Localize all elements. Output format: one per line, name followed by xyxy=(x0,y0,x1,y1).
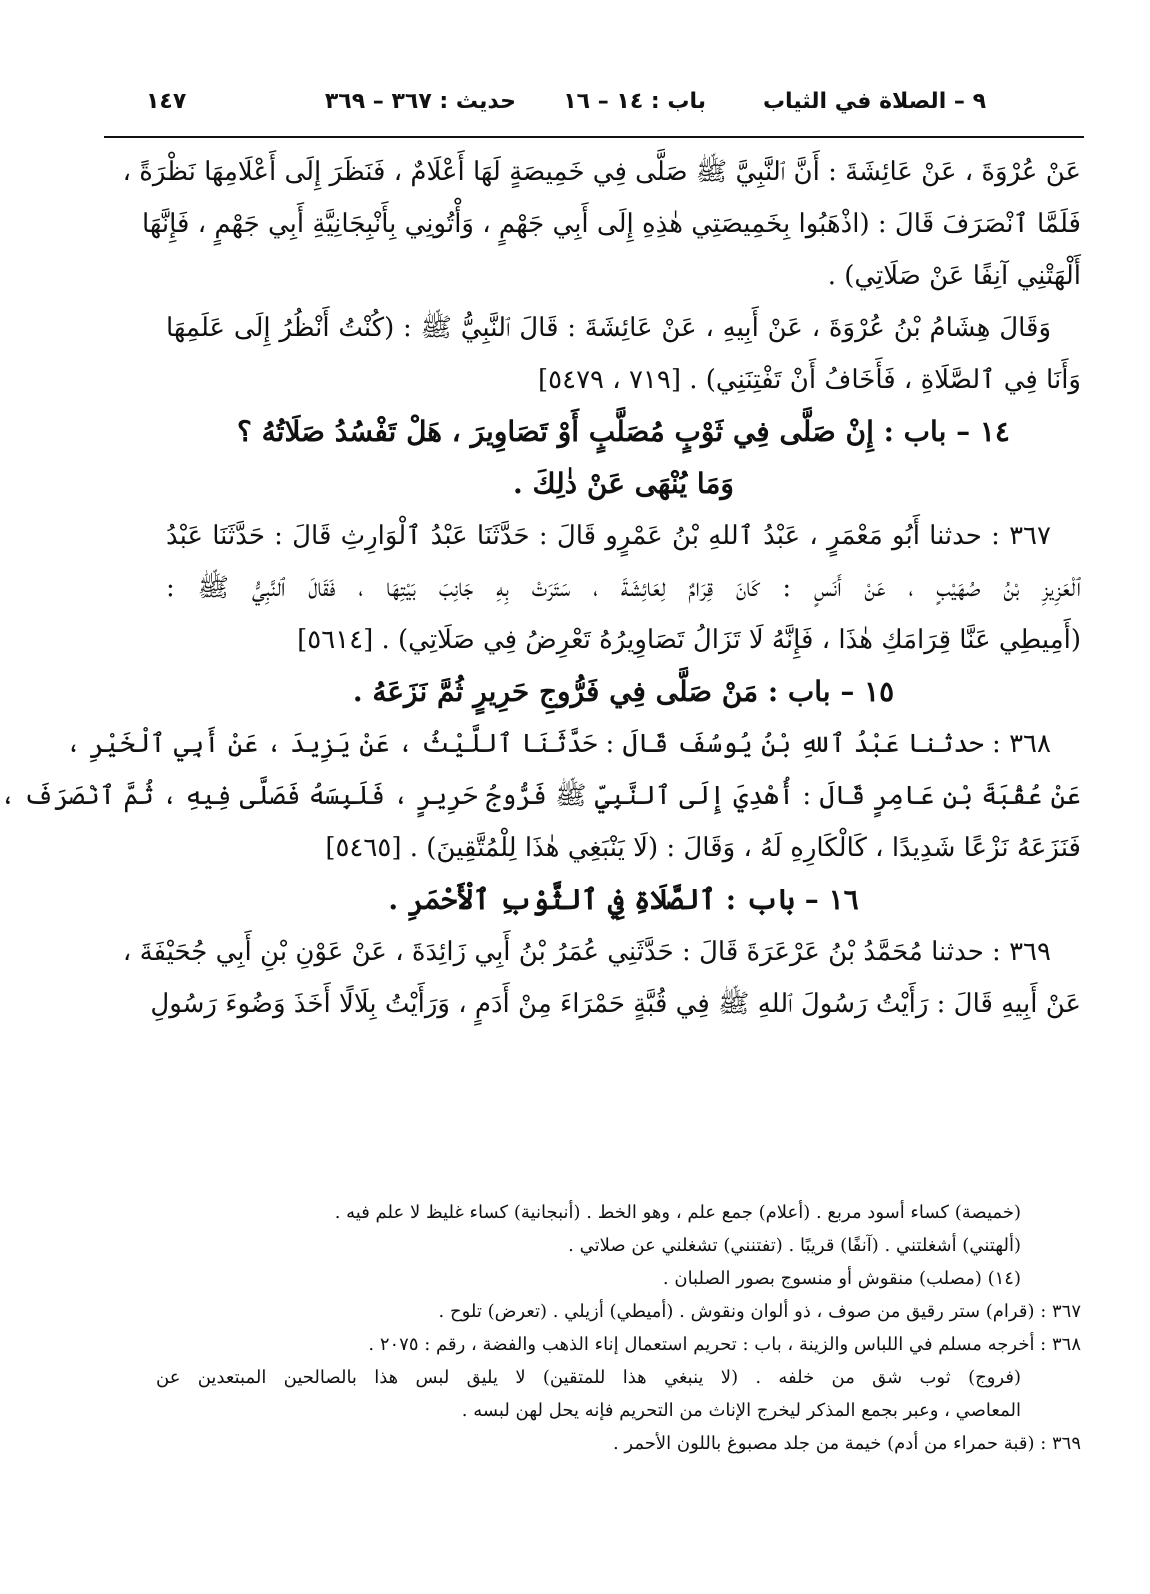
footnote-line: (ألهتني) أشغلتني . (آنفًا) قريبًا . (تفتنني) تشغلني عن صلاتي . xyxy=(568,1235,1021,1256)
footnote-line: ٣٦٨ : أخرجه مسلم في اللباس والزينة ، باب : تحريم استعمال إناء الذهب والفضة ، رقم : ٢٠٧٥ . xyxy=(368,1334,1081,1355)
hadith-369-line: ٣٦٩ : حدثنا مُحَمَّدُ بْنُ عَرْعَرَةَ قَالَ : حَدَّثَنِي عُمَرُ بْنُ أَبِي زَائِدَةَ ، عَنْ عَوْنِ بْنِ أَبِي جُحَيْفَةَ ، xyxy=(122,937,1051,967)
page-number: ١٤٧ xyxy=(146,89,187,114)
text-line: فَلَمَّا ٱنْصَرَفَ قَالَ : (اذْهَبُوا بِخَمِيصَتِي هٰذِهِ إِلَى أَبِي جَهْمٍ ، وَأْتُونِي بِأَنْبِجَانِيَّةِ أَبِي جَهْمٍ ، فَإِنَّهَا xyxy=(141,209,1081,239)
header-rule xyxy=(104,136,1084,138)
hadith-369-line: عَنْ أَبِيهِ قَالَ : رَأَيْتُ رَسُولَ ٱللهِ ﷺ فِي قُبَّةٍ حَمْرَاءَ مِنْ أَدَمٍ ، وَرَأَيْتُ بِلَالًا أَخَذَ وَضُوءَ رَسُولِ xyxy=(150,989,1081,1019)
footnote-line: ٣٦٩ : (قبة حمراء من أدم) خيمة من جلد مصبوغ باللون الأحمر . xyxy=(612,1433,1081,1454)
hadith-368-line: فَنَزَعَهُ نَزْعًا شَدِيدًا ، كَالْكَارِهِ لَهُ ، وَقَالَ : (لَا يَنْبَغِي هٰذَا لِلْمُتَّقِينَ) . [٥٤٦٥] xyxy=(325,833,1081,863)
footnote-line: (١٤) (مصلب) منقوش أو منسوج بصور الصلبان . xyxy=(662,1268,1021,1289)
bab-heading-16: ١٦ – باب : ٱلصَّلَاةِ فِي ٱلثَّوْبِ ٱلْأَحْمَرِ . xyxy=(388,883,859,916)
hadith-367-line: (أَمِيطِي عَنَّا قِرَامَكِ هٰذَا ، فَإِنَّهُ لَا تَزَالُ تَصَاوِيرُهُ تَعْرِضُ فِي صَلَاتِي) . [٥٦١٤] xyxy=(297,625,1081,655)
hadith-368-line: ٣٦٨ : حدثنا عَبْدُ ٱللهِ بْنُ يُوسُفَ قَالَ : حَدَّثَنَا ٱللَّيْثُ ، عَنْ يَزِيدَ ، عَنْ أَبِي ٱلْخَيْرِ ، xyxy=(65,729,1051,759)
footnote-line: ٣٦٧ : (قرام) ستر رقيق من صوف ، ذو ألوان ونقوش . (أميطي) أزيلي . (تعرض) تلوح . xyxy=(438,1301,1081,1322)
bab-heading-14: ١٤ – باب : إِنْ صَلَّى فِي ثَوْبٍ مُصَلَّبٍ أَوْ تَصَاوِيرَ ، هَلْ تَفْسُدُ صَلَاتُهُ ؟ xyxy=(237,415,1010,448)
hadith-367-line: ٱلْعَزِيزِ بْنُ صُهَيْبٍ ، عَنْ أَنَسٍ : كَانَ قِرَامٌ لِعَائِشَةَ ، سَتَرَتْ بِهِ جَانِبَ بَيْتِهَا ، فَقَالَ ٱلنَّبِيُّ ﷺ : xyxy=(166,573,1081,603)
bab-heading-15: ١٥ – باب : مَنْ صَلَّى فِي فَرُّوجِ حَرِيرٍ ثُمَّ نَزَعَهُ . xyxy=(352,675,895,708)
main-text xyxy=(0,146,1081,1030)
hadith-368-line: عَنْ عُقْبَةَ بْنِ عَامِرٍ قَالَ : أُهْدِيَ إِلَى ٱلنَّبِيِّ ﷺ فَرُّوجُ حَرِيرٍ ، فَلَبِسَهُ فَصَلَّى فِيهِ ، ثُمَّ ٱنْصَرَفَ ، xyxy=(0,781,1081,811)
footnote-line: (فروج) ثوب شق من خلفه . (لا ينبغي هذا للمتقين) لا يليق لبس هذا بالصالحين المبتعدين عن xyxy=(156,1367,1021,1388)
bab-heading-14-cont: وَمَا يُنْهَى عَنْ ذٰلِكَ . xyxy=(513,467,734,500)
text-line: عَنْ عُرْوَةَ ، عَنْ عَائِشَةَ : أَنَّ ٱلنَّبِيَّ ﷺ صَلَّى فِي خَمِيصَةٍ لَهَا أَعْلَامٌ ، فَنَظَرَ إِلَى أَعْلَامِهَا نَظْرَةً ، xyxy=(122,157,1081,187)
header-chapter-title: ٩ – الصلاة في الثياب xyxy=(762,89,986,114)
header-hadith-range: حديث : ٣٦٧ – ٣٦٩ xyxy=(324,89,516,114)
header-bab-range: باب : ١٤ – ١٦ xyxy=(563,89,706,114)
text-line: وَقَالَ هِشَامُ بْنُ عُرْوَةَ ، عَنْ أَبِيهِ ، عَنْ عَائِشَةَ : قَالَ ٱلنَّبِيُّ ﷺ : (كُنْتُ أَنْظُرُ إِلَى عَلَمِهَا xyxy=(166,313,1051,343)
footnote-line: المعاصي ، وعبر بجمع المذكر ليخرج الإناث من التحريم فإنه يحل لهن لبسه . xyxy=(461,1400,1021,1421)
text-line: أَلْهَتْنِي آنِفًا عَنْ صَلَاتِي) . xyxy=(827,261,1081,291)
text-line: وَأَنَا فِي ٱلصَّلَاةِ ، فَأَخَافُ أَنْ تَفْتِنَنِي) . [٧١٩ ، ٥٤٧٩] xyxy=(538,365,1081,395)
footnotes xyxy=(156,1196,1081,1460)
running-header xyxy=(106,82,1076,122)
hadith-367-line: ٣٦٧ : حدثنا أَبُو مَعْمَرٍ ، عَبْدُ ٱللهِ بْنُ عَمْرٍو قَالَ : حَدَّثَنَا عَبْدُ ٱلْوَارِثِ قَالَ : حَدَّثَنَا عَبْدُ xyxy=(166,521,1051,551)
footnote-line: (خميصة) كساء أسود مربع . (أعلام) جمع علم ، وهو الخط . (أنبجانية) كساء غليظ لا علم فيه . xyxy=(334,1202,1021,1223)
